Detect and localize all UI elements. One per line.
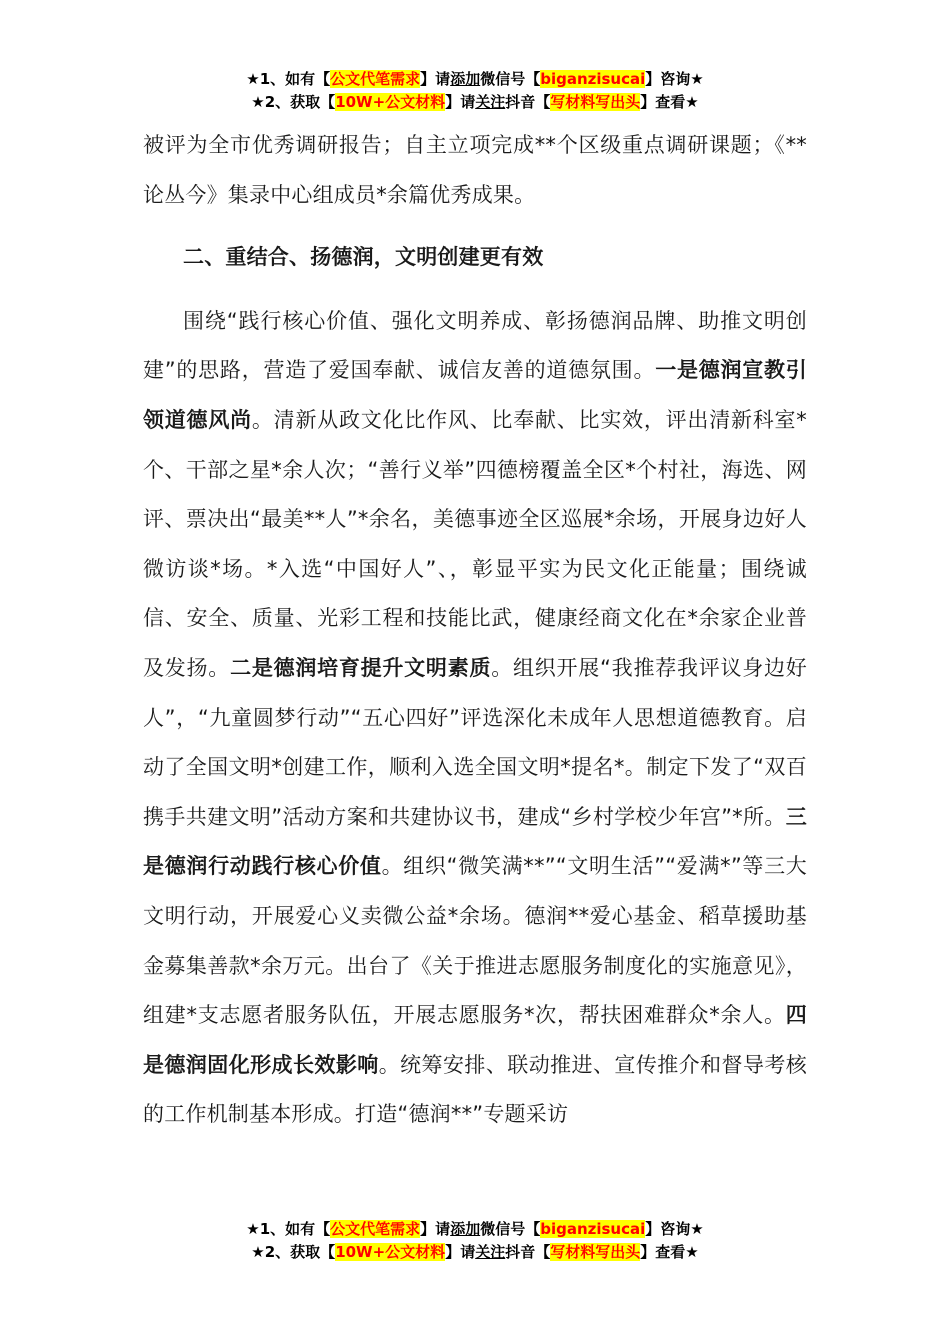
document-body <box>143 121 807 1140</box>
highlight-text: 10W+公文材料 <box>335 93 446 111</box>
banner-text: 】请 <box>445 93 476 111</box>
bold-point-4: 四是德润固化形成长效影响 <box>143 1003 807 1077</box>
banner-text: ★2、获取【 <box>251 93 336 111</box>
highlight-text: 写材料写出头 <box>550 93 641 111</box>
paragraph-text: 。组织开展“我推荐我评议身边好人”，“九童圆梦行动”“五心四好”评选深化未成年人思想道德教育。启动了全国文明*创建工作，顺利入选全国文明*提名*。制定下发了“双百携手共建文明”活动方案和共建协议书，建成“乡村学校少年宫”*所。 <box>143 655 807 829</box>
underlined-text: 添加 <box>450 70 481 88</box>
bold-point-2: 二是德润培育提升文明素质 <box>230 655 492 680</box>
banner-text: 】咨询★ <box>645 1220 704 1238</box>
highlight-text: biganzisucai <box>540 1220 646 1238</box>
banner-text: 微信号【 <box>480 1220 541 1238</box>
banner-text: ★1、如有【 <box>246 70 331 88</box>
banner-text: 微信号【 <box>480 70 541 88</box>
underlined-text: 关注 <box>475 1243 506 1261</box>
banner-text: 】请 <box>420 1220 451 1238</box>
banner-text: 】查看★ <box>640 93 699 111</box>
footer-banner <box>0 1218 950 1264</box>
banner-text: 】请 <box>420 70 451 88</box>
underlined-text: 添加 <box>450 1220 481 1238</box>
banner-text: 】咨询★ <box>645 70 704 88</box>
banner-text: ★1、如有【 <box>246 1220 331 1238</box>
banner-text: 抖音【 <box>505 1243 551 1261</box>
bold-point-1: 一是德润宣教引领道德风尚 <box>143 358 807 432</box>
banner-text: 】请 <box>445 1243 476 1261</box>
banner-line-1 <box>0 68 950 91</box>
highlight-text: 公文代笔需求 <box>330 1220 421 1238</box>
banner-line-2 <box>0 91 950 114</box>
banner-text: 抖音【 <box>505 93 551 111</box>
highlight-text: 10W+公文材料 <box>335 1243 446 1261</box>
paragraph-text: 围绕“践行核心价值、强化文明养成、彰扬德润品牌、助推文明创建”的思路，营造了爱国奉献、诚信友善的道德氛围。 <box>143 308 807 383</box>
header-banner <box>0 68 950 114</box>
highlight-text: 公文代笔需求 <box>330 70 421 88</box>
highlight-text: biganzisucai <box>540 70 646 88</box>
paragraph-text: 。组织“微笑满**”“文明生活”“爱满*”等三大文明行动，开展爱心义卖微公益*余场。德润**爱心基金、稻草援助基金募集善款*余万元。出台了《关于推进志愿服务制度化的实施意见》，组建*支志愿者服务队伍，开展志愿服务*次，帮扶困难群众*余人。 <box>143 854 807 1028</box>
highlight-text: 写材料写出头 <box>550 1243 641 1261</box>
banner-line-1 <box>0 1218 950 1241</box>
body-paragraph <box>143 297 807 1140</box>
paragraph-text: 。统筹安排、联动推进、宣传推介和督导考核的工作机制基本形成。打造“德润**”专题采访 <box>143 1052 808 1127</box>
section-heading: 二、重结合、扬德润，文明创建更有效 <box>183 245 544 270</box>
paragraph-text: 。清新从政文化比作风、比奉献、比实效，评出清新科室*个、干部之星*余人次；“善行义举”四德榜覆盖全区*个村社，海选、网评、票决出“最美**人”*余名，美德事迹全区巡展*余场，开展身边好人微访谈*场。*入选“中国好人”、，彰显平实为民文化正能量；围绕诚信、安全、质量、光彩工程和技能比武，健康经商文化在*余家企业普及发扬。 <box>143 407 808 680</box>
banner-text: 】查看★ <box>640 1243 699 1261</box>
intro-paragraph: 被评为全市优秀调研报告；自主立项完成**个区级重点调研课题；《**论丛今》集录中心组成员*余篇优秀成果。 <box>143 133 807 207</box>
underlined-text: 关注 <box>475 93 506 111</box>
bold-point-3: 三是德润行动践行核心价值 <box>143 804 807 879</box>
banner-text: ★2、获取【 <box>251 1243 336 1261</box>
banner-line-2 <box>0 1241 950 1264</box>
